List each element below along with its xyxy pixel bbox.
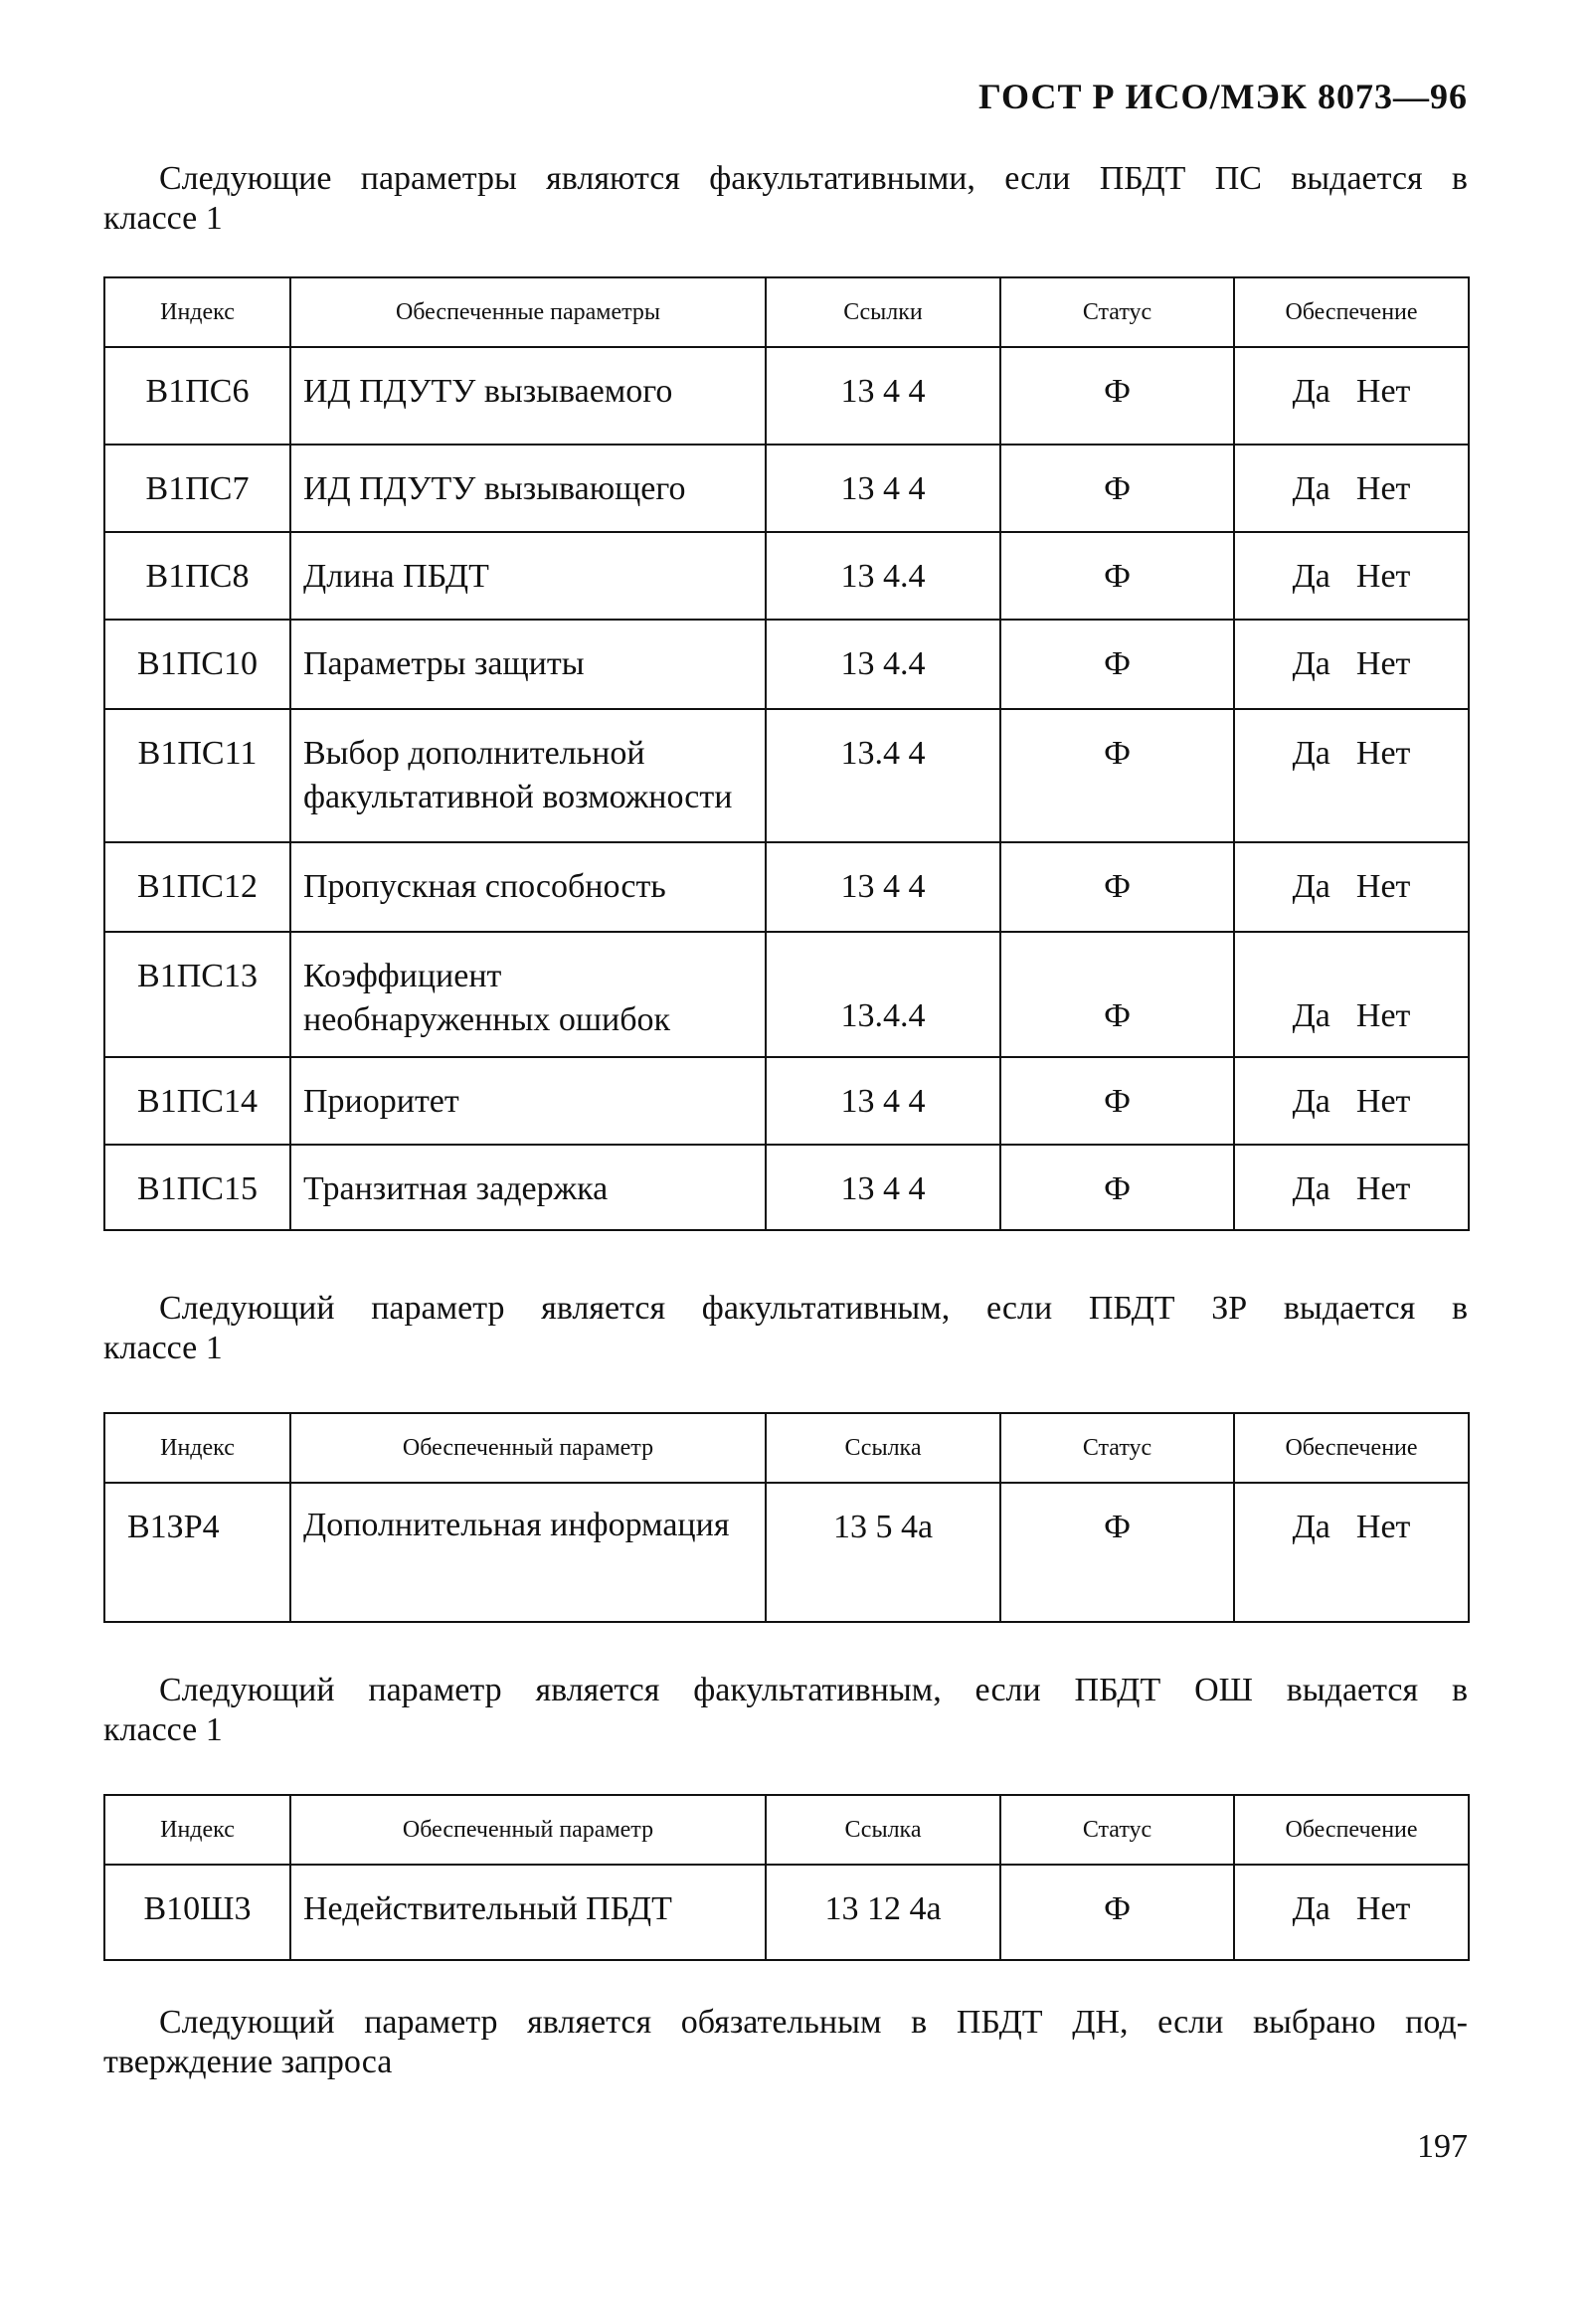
paragraph-line: Следующий параметр является факультативным, если ПБДТ ЗР выдается в: [159, 1290, 1468, 1327]
cell-status: Ф: [1000, 1145, 1234, 1230]
cell-status: Ф: [1000, 842, 1234, 932]
cell-provision: [1234, 532, 1469, 620]
cell-provision: [1234, 1057, 1469, 1145]
cell-index: В1ПС6: [104, 347, 290, 445]
paragraph-line: Следующий параметр является факультативным, если ПБДТ ОШ выдается в: [159, 1672, 1468, 1708]
cell-provision: [1234, 1483, 1469, 1622]
cell-provision: [1234, 709, 1469, 842]
cell-ref: 13 12 4а: [766, 1865, 1000, 1960]
header-ref: Ссылка: [766, 1413, 1000, 1483]
cell-ref: 13 4 4: [766, 445, 1000, 532]
header-status: Статус: [1000, 1413, 1234, 1483]
cell-param: ИД ПДУТУ вызываемого: [290, 347, 766, 445]
cell-ref: 13.4.4: [766, 932, 1000, 1057]
table-header-row: [104, 277, 1469, 347]
cell-ref: 13 4 4: [766, 1145, 1000, 1230]
cell-ref: 13.4 4: [766, 709, 1000, 842]
cell-index: В1ПС13: [104, 932, 290, 1057]
cell-provision: [1234, 620, 1469, 709]
table-row: [104, 842, 1469, 932]
header-ref: Ссылка: [766, 1795, 1000, 1865]
cell-provision: [1234, 445, 1469, 532]
provision-no: Нет: [1355, 735, 1411, 772]
cell-provision: [1234, 1865, 1469, 1960]
cell-provision: [1234, 842, 1469, 932]
paragraph-1: [103, 159, 1468, 239]
header-index: Индекс: [104, 1795, 290, 1865]
cell-provision: [1234, 1145, 1469, 1230]
provision-yes: Да: [1292, 997, 1330, 1034]
table-class1-ps: [103, 276, 1470, 1231]
cell-provision: [1234, 347, 1469, 445]
header-param: Обеспеченный параметр: [290, 1795, 766, 1865]
cell-ref: 13 4 4: [766, 347, 1000, 445]
provision-no: Нет: [1355, 645, 1411, 682]
provision-yes: Да: [1292, 1083, 1330, 1120]
header-provision: Обеспечение: [1234, 1795, 1469, 1865]
table-row: [104, 932, 1469, 1057]
cell-index: В1ПС15: [104, 1145, 290, 1230]
cell-param: Пропускная способность: [290, 842, 766, 932]
provision-yes: Да: [1292, 373, 1330, 410]
cell-ref: 13 4.4: [766, 532, 1000, 620]
paragraph-3: [103, 1671, 1468, 1750]
header-ref: Ссылки: [766, 277, 1000, 347]
paragraph-2: [103, 1289, 1468, 1368]
provision-yes: Да: [1292, 1509, 1330, 1545]
cell-status: Ф: [1000, 709, 1234, 842]
paragraph-line: классе 1: [103, 1711, 223, 1748]
header-provision: Обеспечение: [1234, 277, 1469, 347]
table-class1-zr: [103, 1412, 1470, 1623]
cell-param: Выбор дополнительной факультативной возможности: [290, 709, 766, 842]
cell-param: ИД ПДУТУ вызывающего: [290, 445, 766, 532]
cell-ref: 13 5 4а: [766, 1483, 1000, 1622]
table-row: [104, 532, 1469, 620]
provision-yes: Да: [1292, 868, 1330, 905]
cell-index: В1ПС8: [104, 532, 290, 620]
cell-index: В1ПС7: [104, 445, 290, 532]
header-provision: Обеспечение: [1234, 1413, 1469, 1483]
provision-no: Нет: [1355, 1890, 1411, 1927]
provision-yes: Да: [1292, 558, 1330, 595]
header-status: Статус: [1000, 277, 1234, 347]
header-index: Индекс: [104, 277, 290, 347]
paragraph-4: [103, 2003, 1468, 2082]
cell-index: В1ЗР4: [104, 1483, 290, 1622]
table-row: [104, 1865, 1469, 1960]
provision-no: Нет: [1355, 1170, 1411, 1207]
cell-index: В1ПС12: [104, 842, 290, 932]
cell-status: Ф: [1000, 445, 1234, 532]
cell-status: Ф: [1000, 1483, 1234, 1622]
provision-yes: Да: [1292, 645, 1330, 682]
cell-status: Ф: [1000, 1057, 1234, 1145]
provision-no: Нет: [1355, 373, 1411, 410]
provision-yes: Да: [1292, 1170, 1330, 1207]
provision-no: Нет: [1355, 868, 1411, 905]
paragraph-line: Следующий параметр является обязательным в ПБДТ ДН, если выбрано под-: [159, 2004, 1468, 2041]
page-number: 197: [1417, 2128, 1468, 2165]
table-row: [104, 709, 1469, 842]
header-param: Обеспеченные параметры: [290, 277, 766, 347]
table-row: [104, 1145, 1469, 1230]
cell-param: Недействительный ПБДТ: [290, 1865, 766, 1960]
provision-yes: Да: [1292, 470, 1330, 507]
provision-no: Нет: [1355, 470, 1411, 507]
cell-ref: 13 4 4: [766, 842, 1000, 932]
cell-index: В1ПС10: [104, 620, 290, 709]
table-row: [104, 1057, 1469, 1145]
header-index: Индекс: [104, 1413, 290, 1483]
cell-status: Ф: [1000, 1865, 1234, 1960]
cell-param: Параметры защиты: [290, 620, 766, 709]
cell-param: Транзитная задержка: [290, 1145, 766, 1230]
paragraph-line: классе 1: [103, 1330, 223, 1366]
cell-param: Приоритет: [290, 1057, 766, 1145]
provision-yes: Да: [1292, 735, 1330, 772]
cell-status: Ф: [1000, 932, 1234, 1057]
table-class1-osh: [103, 1794, 1470, 1961]
table-row: [104, 347, 1469, 445]
cell-param: Коэффициент необнаруженных ошибок: [290, 932, 766, 1057]
provision-no: Нет: [1355, 1083, 1411, 1120]
cell-status: Ф: [1000, 620, 1234, 709]
provision-no: Нет: [1355, 558, 1411, 595]
table-row: [104, 620, 1469, 709]
cell-index: В1ПС14: [104, 1057, 290, 1145]
cell-status: Ф: [1000, 532, 1234, 620]
cell-status: Ф: [1000, 347, 1234, 445]
cell-ref: 13 4.4: [766, 620, 1000, 709]
paragraph-line: Следующие параметры являются факультативными, если ПБДТ ПС выдается в: [159, 160, 1468, 197]
provision-no: Нет: [1355, 1509, 1411, 1545]
cell-param: Длина ПБДТ: [290, 532, 766, 620]
paragraph-line: классе 1: [103, 200, 223, 237]
table-header-row: [104, 1795, 1469, 1865]
header-param: Обеспеченный параметр: [290, 1413, 766, 1483]
header-status: Статус: [1000, 1795, 1234, 1865]
table-row: [104, 445, 1469, 532]
paragraph-line: тверждение запроса: [103, 2044, 393, 2080]
table-row: [104, 1483, 1469, 1622]
cell-index: В10Ш3: [104, 1865, 290, 1960]
provision-no: Нет: [1355, 997, 1411, 1034]
provision-yes: Да: [1292, 1890, 1330, 1927]
document-header: ГОСТ Р ИСО/МЭК 8073—96: [978, 77, 1468, 116]
cell-provision: [1234, 932, 1469, 1057]
cell-ref: 13 4 4: [766, 1057, 1000, 1145]
cell-index: В1ПС11: [104, 709, 290, 842]
cell-param: Дополнительная информация: [290, 1483, 766, 1622]
table-header-row: [104, 1413, 1469, 1483]
